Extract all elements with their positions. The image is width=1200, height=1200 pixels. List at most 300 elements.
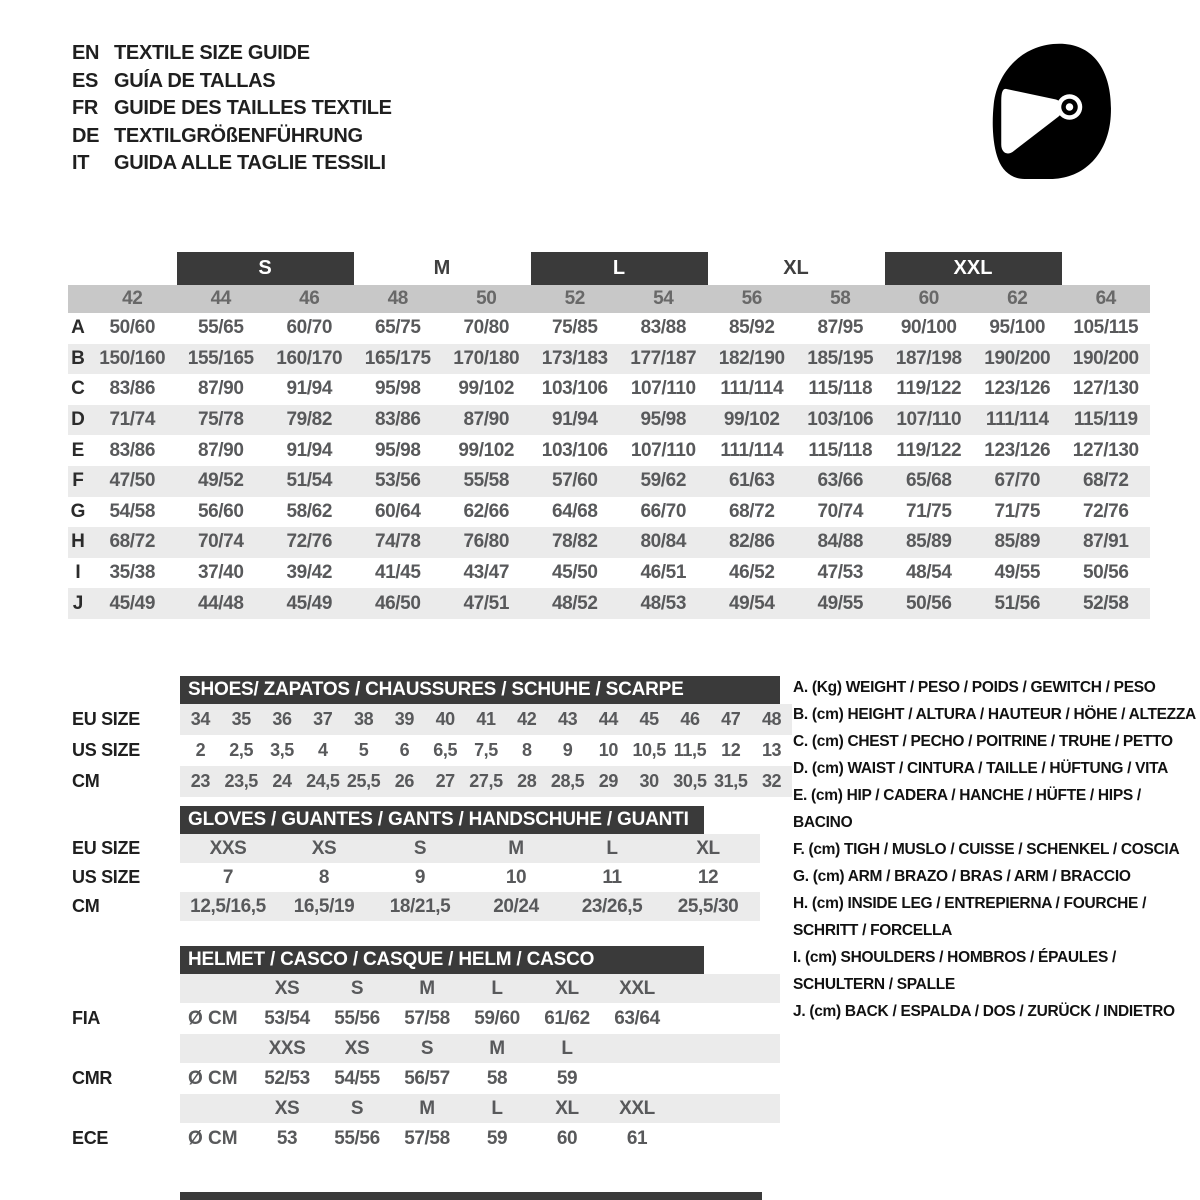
legend-item: G. (cm) ARM / BRAZO / BRAS / ARM / BRACCIO xyxy=(793,868,1131,885)
size-value: 127/130 xyxy=(1072,439,1139,461)
size-value: 85/92 xyxy=(728,317,775,339)
size-value: 70/74 xyxy=(197,531,244,553)
legend-item: I. (cm) SHOULDERS / HOMBROS / ÉPAULES / SCHULTERN / SPALLE xyxy=(793,949,1117,993)
size-value: 65/68 xyxy=(905,470,952,492)
legend-item: H. (cm) INSIDE LEG / ENTREPIERNA / FOURCHE / SCHRITT / FORCELLA xyxy=(793,895,1147,939)
size-value: 56/60 xyxy=(197,500,244,522)
table-row-i xyxy=(68,558,1150,589)
row-letter: I xyxy=(75,562,81,584)
size-number: 56 xyxy=(741,288,762,309)
unit-spacer xyxy=(180,974,252,1003)
shoe-size-value: 13 xyxy=(761,740,782,760)
row-cells xyxy=(88,466,1150,497)
size-value: 127/130 xyxy=(1072,378,1139,400)
size-value: 91/94 xyxy=(551,409,598,431)
page-title-it: GUIDA ALLE TAGLIE TESSILI xyxy=(114,152,386,175)
lang-code: ES xyxy=(72,69,99,92)
glove-size-value: 20/24 xyxy=(493,895,539,917)
unit-label: Ø CM xyxy=(188,1127,238,1149)
size-value: 49/55 xyxy=(994,562,1041,584)
helmet-size-label: XS xyxy=(344,1037,370,1059)
language-title-block xyxy=(72,40,392,178)
size-number: 54 xyxy=(653,288,674,309)
shoe-size-value: 31,5 xyxy=(714,771,748,791)
size-value: 111/114 xyxy=(720,378,784,400)
shoe-size-value: 45 xyxy=(639,709,659,729)
size-value: 150/160 xyxy=(99,347,166,369)
row-letter: D xyxy=(71,409,85,431)
row-cells xyxy=(180,1123,780,1154)
size-value: 45/49 xyxy=(109,592,156,614)
shoes-eu-row xyxy=(68,704,798,735)
size-number: 48 xyxy=(387,288,408,309)
row-letter: C xyxy=(71,378,85,400)
size-value: 99/102 xyxy=(458,378,515,400)
size-value: 107/110 xyxy=(630,378,696,400)
shoe-size-value: 38 xyxy=(353,709,374,729)
shoe-size-value: 23,5 xyxy=(224,771,258,791)
lang-line-fr xyxy=(72,95,392,123)
fia-sizes-row xyxy=(68,974,788,1003)
row-cells xyxy=(180,1034,780,1063)
size-number-cells xyxy=(88,285,1150,313)
size-value: 65/75 xyxy=(374,317,421,339)
row-label: EU SIZE xyxy=(72,709,140,729)
shoes-table xyxy=(68,676,798,797)
shoe-size-value: 48 xyxy=(761,709,782,729)
size-value: 52/58 xyxy=(1082,592,1129,614)
shoe-size-value: 41 xyxy=(476,709,496,729)
shoe-size-value: 7,5 xyxy=(474,740,498,760)
size-number-row xyxy=(68,285,1150,313)
glove-size-value: 18/21,5 xyxy=(389,895,451,917)
size-value: 46/52 xyxy=(728,562,775,584)
size-value: 190/200 xyxy=(984,347,1051,369)
size-value: 41/45 xyxy=(374,562,421,584)
size-value: 67/70 xyxy=(994,470,1041,492)
gloves-eu-row xyxy=(68,834,768,863)
size-value: 103/106 xyxy=(807,409,874,431)
legend-item: J. (cm) BACK / ESPALDA / DOS / ZURÜCK / INDIETRO xyxy=(793,1003,1175,1020)
table-row-j xyxy=(68,588,1150,619)
row-cells xyxy=(88,344,1150,375)
size-labels xyxy=(252,1094,672,1123)
size-value: 177/187 xyxy=(630,347,697,369)
row-cells xyxy=(88,558,1150,589)
shoe-size-value: 24,5 xyxy=(306,771,340,791)
glove-size-value: XS xyxy=(311,837,337,859)
size-value: 70/80 xyxy=(463,317,510,339)
size-value: 53/56 xyxy=(374,470,421,492)
row-cells xyxy=(88,374,1150,405)
size-value: 74/78 xyxy=(374,531,421,553)
helmet-size-label: L xyxy=(491,977,503,999)
row-cells xyxy=(180,834,760,863)
helmet-size-value: 61 xyxy=(626,1127,648,1149)
glove-size-value: M xyxy=(508,837,524,859)
size-value: 115/119 xyxy=(1073,409,1138,431)
shoe-size-value: 6,5 xyxy=(433,740,458,760)
legend-item: D. (cm) WAIST / CINTURA / TAILLE / HÜFTUNG / VITA xyxy=(793,760,1169,777)
glove-size-value: 12,5/16,5 xyxy=(190,895,266,917)
ece-values-row xyxy=(68,1123,788,1154)
cropped-section-bar xyxy=(180,1192,762,1200)
gloves-us-row xyxy=(68,863,768,892)
helmet-size-label: M xyxy=(419,977,435,999)
size-number: 46 xyxy=(299,288,320,309)
row-letter: B xyxy=(71,347,85,369)
size-value: 85/89 xyxy=(994,531,1041,553)
shoe-size-value: 28,5 xyxy=(550,771,585,791)
row-letter: G xyxy=(70,500,86,522)
size-number: 60 xyxy=(918,288,939,309)
shoe-size-value: 29 xyxy=(598,771,618,791)
helmet-size-label: L xyxy=(561,1037,573,1059)
helmet-size-value: 59 xyxy=(486,1127,508,1149)
corner-spacer xyxy=(68,285,88,313)
size-value: 58/62 xyxy=(286,500,333,522)
glove-size-value: 16,5/19 xyxy=(293,895,355,917)
helmet-size-value: 57/58 xyxy=(404,1127,450,1149)
size-labels xyxy=(252,1034,602,1063)
size-value: 71/74 xyxy=(109,409,156,431)
legend-item: A. (Kg) WEIGHT / PESO / POIDS / GEWITCH / PESO xyxy=(793,679,1156,696)
size-value: 83/86 xyxy=(109,439,156,461)
shoe-size-value: 3,5 xyxy=(270,740,294,760)
size-value: 50/56 xyxy=(905,592,952,614)
glove-size-value: 23/26,5 xyxy=(581,895,643,917)
shoe-size-value: 47 xyxy=(721,709,741,729)
glove-size-value: 10 xyxy=(505,866,527,888)
helmet-size-label: M xyxy=(489,1037,505,1059)
page-title-de: TEXTILGRÖßENFÜHRUNG xyxy=(114,124,363,147)
size-value: 170/180 xyxy=(453,347,520,369)
size-value: 95/98 xyxy=(374,378,421,400)
legend-item: E. (cm) HIP / CADERA / HANCHE / HÜFTE / HIPS / BACINO xyxy=(793,787,1141,831)
size-value: 111/114 xyxy=(985,409,1049,431)
shoe-size-value: 37 xyxy=(313,709,333,729)
row-cells xyxy=(88,405,1150,436)
glove-size-value: XXS xyxy=(209,837,247,859)
row-label: US SIZE xyxy=(72,867,140,887)
size-value: 45/49 xyxy=(286,592,333,614)
ece-sizes-row xyxy=(68,1094,788,1123)
size-value: 49/55 xyxy=(817,592,864,614)
row-cells xyxy=(88,527,1150,558)
helmet-size-label: XXL xyxy=(619,1097,655,1119)
size-value: 160/170 xyxy=(276,347,343,369)
size-value: 75/78 xyxy=(197,409,244,431)
size-value: 115/118 xyxy=(808,439,873,461)
values xyxy=(252,1003,672,1034)
glove-size-value: 12 xyxy=(697,866,719,888)
size-value: 87/90 xyxy=(197,378,244,400)
size-value: 187/198 xyxy=(895,347,962,369)
shoe-size-value: 10,5 xyxy=(632,740,666,760)
lang-line-en xyxy=(72,40,392,68)
size-value: 185/195 xyxy=(807,347,874,369)
row-label: CMR xyxy=(72,1068,113,1088)
gloves-title-bar: GLOVES / GUANTES / GANTS / HANDSCHUHE / GUANTI xyxy=(180,806,704,834)
size-value: 75/85 xyxy=(551,317,598,339)
size-value: 83/86 xyxy=(109,378,156,400)
helmet-size-value: 56/57 xyxy=(404,1067,450,1089)
size-value: 71/75 xyxy=(994,500,1041,522)
size-value: 95/98 xyxy=(640,409,687,431)
lang-line-es xyxy=(72,68,392,96)
shoe-size-value: 6 xyxy=(399,740,410,760)
size-value: 99/102 xyxy=(458,439,515,461)
unit-spacer xyxy=(180,1034,252,1063)
size-value: 76/80 xyxy=(463,531,510,553)
shoe-size-value: 27 xyxy=(435,771,455,791)
row-label-spacer xyxy=(68,1094,180,1123)
helmet-size-label: XS xyxy=(274,1097,300,1119)
helmet-size-label: XL xyxy=(555,1097,579,1119)
row-label: ECE xyxy=(72,1128,109,1148)
lang-code: DE xyxy=(72,124,100,147)
table-row-f xyxy=(68,466,1150,497)
size-band-xxl: XXL xyxy=(885,252,1062,285)
glove-size-value: 9 xyxy=(414,866,426,888)
helmet-size-value: 58 xyxy=(486,1067,508,1089)
size-value: 62/66 xyxy=(463,500,510,522)
size-value: 60/64 xyxy=(374,500,421,522)
table-row-e xyxy=(68,435,1150,466)
shoes-title-bar: SHOES/ ZAPATOS / CHAUSSURES / SCHUHE / SCARPE xyxy=(180,676,780,704)
helmet-size-label: L xyxy=(491,1097,503,1119)
glove-size-value: 8 xyxy=(318,866,330,888)
size-number: 44 xyxy=(210,288,231,309)
shoe-size-value: 35 xyxy=(231,709,251,729)
size-value: 47/53 xyxy=(817,562,864,584)
size-value: 68/72 xyxy=(109,531,156,553)
helmet-size-label: XL xyxy=(555,977,579,999)
row-letter: H xyxy=(71,531,85,553)
table-row-b xyxy=(68,344,1150,375)
size-value: 59/62 xyxy=(640,470,687,492)
shoe-size-value: 2,5 xyxy=(229,740,254,760)
size-value: 84/88 xyxy=(817,531,864,553)
helmet-size-value: 59 xyxy=(556,1067,578,1089)
shoe-size-value: 4 xyxy=(317,740,328,760)
shoe-size-value: 23 xyxy=(190,771,211,791)
size-value: 95/98 xyxy=(374,439,421,461)
textile-size-table xyxy=(68,252,1150,619)
size-value: 91/94 xyxy=(286,378,333,400)
size-value: 82/86 xyxy=(728,531,775,553)
table-row-a xyxy=(68,313,1150,344)
unit-label: Ø CM xyxy=(188,1067,238,1089)
glove-size-value: 7 xyxy=(222,866,234,888)
helmet-size-label: S xyxy=(420,1037,434,1059)
shoes-us-row xyxy=(68,735,798,766)
shoe-size-value: 40 xyxy=(435,709,455,729)
size-value: 68/72 xyxy=(1082,470,1129,492)
shoe-size-value: 42 xyxy=(517,709,537,729)
size-value: 105/115 xyxy=(1073,317,1139,339)
size-band-s: S xyxy=(177,252,354,285)
row-cells xyxy=(88,435,1150,466)
shoe-size-value: 11,5 xyxy=(673,740,707,760)
row-cells xyxy=(180,974,780,1003)
size-band-row xyxy=(68,252,1150,285)
size-value: 61/63 xyxy=(728,470,775,492)
row-cells xyxy=(180,1003,780,1034)
row-cells xyxy=(88,313,1150,344)
helmet-size-value: 53/54 xyxy=(264,1007,310,1029)
row-cells xyxy=(180,766,792,797)
glove-size-value: S xyxy=(413,837,427,859)
helmet-size-value: 57/58 xyxy=(404,1007,450,1029)
size-value: 182/190 xyxy=(718,347,785,369)
size-value: 51/56 xyxy=(994,592,1041,614)
row-cells xyxy=(180,892,760,921)
gloves-table xyxy=(68,806,768,921)
size-value: 111/114 xyxy=(720,439,784,461)
table-row-d xyxy=(68,405,1150,436)
row-cells xyxy=(180,735,792,766)
size-value: 85/89 xyxy=(905,531,952,553)
helmet-size-value: 52/53 xyxy=(264,1067,310,1089)
helmet-size-value: 63/64 xyxy=(614,1007,660,1029)
shoe-size-value: 24 xyxy=(272,771,292,791)
size-value: 39/42 xyxy=(286,562,333,584)
helmet-size-value: 61/62 xyxy=(544,1007,590,1029)
size-number: 52 xyxy=(564,288,585,309)
row-cells xyxy=(180,704,792,735)
row-letter: A xyxy=(71,317,85,339)
glove-size-value: 25,5/30 xyxy=(677,895,739,917)
size-value: 80/84 xyxy=(640,531,687,553)
lang-line-it xyxy=(72,150,392,178)
racing-helmet-icon xyxy=(975,38,1125,198)
size-value: 119/122 xyxy=(896,439,962,461)
size-value: 103/106 xyxy=(541,439,608,461)
row-letter: F xyxy=(72,470,84,492)
size-value: 87/90 xyxy=(197,439,244,461)
size-value: 103/106 xyxy=(541,378,608,400)
helmet-size-value: 53 xyxy=(276,1127,298,1149)
shoe-size-value: 36 xyxy=(272,709,292,729)
size-value: 87/95 xyxy=(817,317,864,339)
size-value: 55/65 xyxy=(197,317,244,339)
shoe-size-value: 44 xyxy=(598,709,618,729)
glove-size-value: L xyxy=(606,837,618,859)
size-value: 66/70 xyxy=(640,500,687,522)
size-value: 46/50 xyxy=(374,592,421,614)
helmet-size-value: 54/55 xyxy=(334,1067,380,1089)
helmet-size-value: 60 xyxy=(556,1127,578,1149)
size-value: 72/76 xyxy=(1082,500,1129,522)
unit-spacer xyxy=(180,1094,252,1123)
helmet-table xyxy=(68,946,788,1154)
cmr-values-row xyxy=(68,1063,788,1094)
size-value: 54/58 xyxy=(109,500,156,522)
helmet-size-label: S xyxy=(350,977,364,999)
shoe-size-value: 34 xyxy=(190,709,211,729)
shoe-size-value: 30 xyxy=(639,771,659,791)
size-value: 115/118 xyxy=(808,378,873,400)
size-band-m: M xyxy=(433,257,451,279)
size-value: 45/50 xyxy=(551,562,598,584)
size-value: 107/110 xyxy=(630,439,696,461)
helmet-size-label: XS xyxy=(274,977,300,999)
row-label: CM xyxy=(72,896,100,916)
size-value: 44/48 xyxy=(197,592,244,614)
glove-size-value: XL xyxy=(696,837,720,859)
row-cells xyxy=(180,863,760,892)
size-value: 78/82 xyxy=(551,531,598,553)
size-value: 95/100 xyxy=(989,317,1046,339)
size-band-l: L xyxy=(531,252,708,285)
glove-size-value: 11 xyxy=(602,866,622,888)
shoe-size-value: 25,5 xyxy=(346,771,381,791)
table-row-c xyxy=(68,374,1150,405)
row-letter: J xyxy=(72,592,84,614)
size-number: 50 xyxy=(476,288,497,309)
size-value: 55/58 xyxy=(463,470,510,492)
size-value: 43/47 xyxy=(463,562,510,584)
size-value: 64/68 xyxy=(551,500,598,522)
measurement-legend xyxy=(793,674,1197,1025)
helmet-title-bar: HELMET / CASCO / CASQUE / HELM / CASCO xyxy=(180,946,704,974)
values xyxy=(252,1123,672,1154)
size-value: 48/53 xyxy=(640,592,687,614)
row-label: FIA xyxy=(72,1008,101,1028)
size-value: 49/52 xyxy=(197,470,244,492)
size-value: 68/72 xyxy=(728,500,775,522)
shoe-size-value: 28 xyxy=(517,771,537,791)
shoe-size-value: 27,5 xyxy=(469,771,503,791)
size-value: 57/60 xyxy=(551,470,598,492)
legend-item: B. (cm) HEIGHT / ALTURA / HAUTEUR / HÖHE / ALTEZZA xyxy=(793,706,1196,723)
table-row-g xyxy=(68,497,1150,528)
shoe-size-value: 9 xyxy=(562,740,573,760)
size-value: 99/102 xyxy=(723,409,780,431)
size-value: 87/90 xyxy=(463,409,510,431)
size-band-xl: XL xyxy=(783,257,809,279)
row-label-spacer xyxy=(68,1034,180,1063)
shoe-size-value: 30,5 xyxy=(673,771,707,791)
size-value: 70/74 xyxy=(817,500,864,522)
size-value: 50/60 xyxy=(109,317,156,339)
cmr-sizes-row xyxy=(68,1034,788,1063)
unit-label: Ø CM xyxy=(188,1007,238,1029)
size-value: 165/175 xyxy=(364,347,431,369)
lang-line-de xyxy=(72,123,392,151)
row-cells xyxy=(88,588,1150,619)
shoe-size-value: 39 xyxy=(394,709,414,729)
page-title: TEXTILE SIZE GUIDE xyxy=(114,42,310,65)
helmet-size-value: 55/56 xyxy=(334,1127,380,1149)
helmet-size-label: XXL xyxy=(619,977,655,999)
size-number: 42 xyxy=(122,288,143,309)
size-value: 79/82 xyxy=(286,409,333,431)
size-value: 47/51 xyxy=(463,592,510,614)
row-cells xyxy=(88,497,1150,528)
row-label: EU SIZE xyxy=(72,838,140,858)
fia-values-row xyxy=(68,1003,788,1034)
row-letter: E xyxy=(71,439,85,461)
size-value: 48/52 xyxy=(551,592,598,614)
shoe-size-value: 32 xyxy=(761,771,782,791)
shoe-size-value: 43 xyxy=(557,709,578,729)
size-value: 71/75 xyxy=(905,500,952,522)
size-value: 90/100 xyxy=(900,317,957,339)
size-value: 91/94 xyxy=(286,439,333,461)
size-number: 64 xyxy=(1095,288,1116,309)
